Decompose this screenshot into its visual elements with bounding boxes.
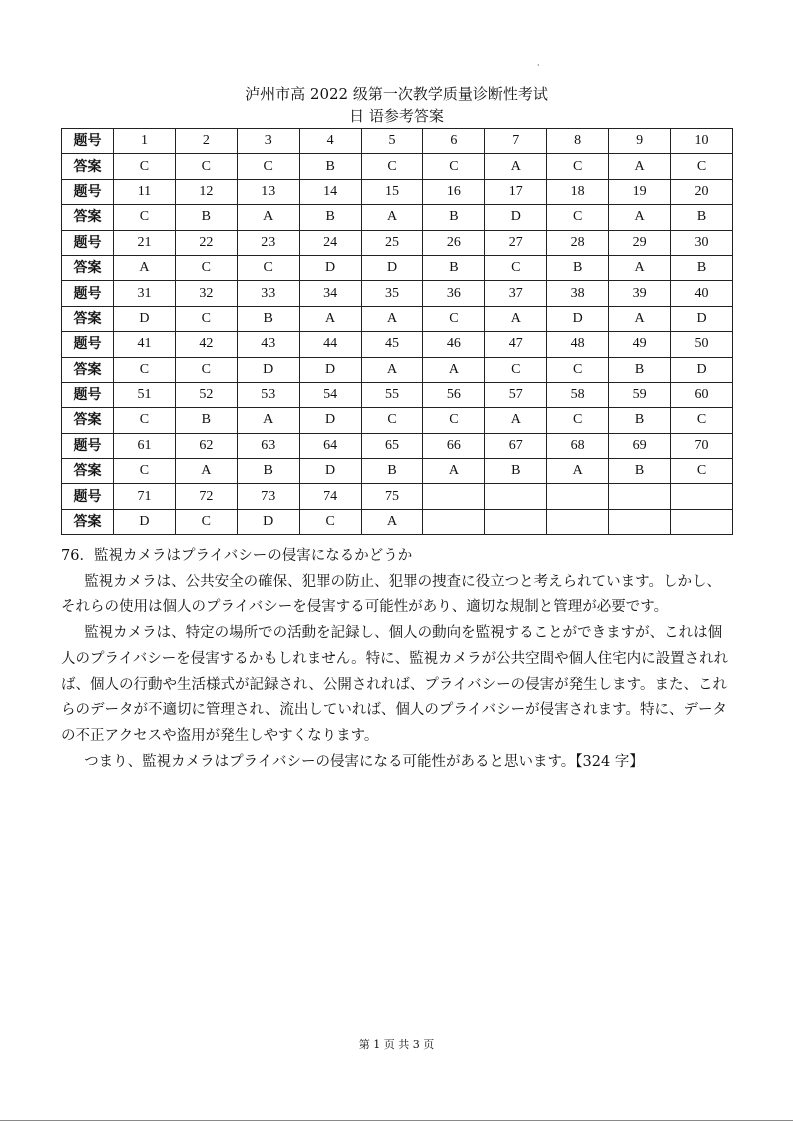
question-number-cell: 61 xyxy=(114,433,176,458)
question-number-cell: 31 xyxy=(114,281,176,306)
question-number-row xyxy=(62,382,733,407)
answer-cell: D xyxy=(547,306,609,331)
answer-cell: A xyxy=(423,459,485,484)
answer-cell: B xyxy=(547,255,609,280)
answer-cell: C xyxy=(237,255,299,280)
question-number-cell: 38 xyxy=(547,281,609,306)
answer-cell: C xyxy=(547,205,609,230)
answer-row xyxy=(62,306,733,331)
answer-table xyxy=(61,128,733,535)
question-number-cell xyxy=(609,484,671,509)
question-number-cell: 20 xyxy=(671,179,733,204)
answer-cell: A xyxy=(609,255,671,280)
answer-cell: C xyxy=(671,408,733,433)
answer-cell: C xyxy=(237,154,299,179)
answer-cell: C xyxy=(114,459,176,484)
stray-dot: · xyxy=(537,61,540,70)
question-number-row xyxy=(62,484,733,509)
question-number-cell: 28 xyxy=(547,230,609,255)
question-number-cell: 49 xyxy=(609,332,671,357)
answer-cell: C xyxy=(114,357,176,382)
question-number-cell: 73 xyxy=(237,484,299,509)
question-number-cell: 54 xyxy=(299,382,361,407)
answer-row xyxy=(62,205,733,230)
question-number-cell: 45 xyxy=(361,332,423,357)
answer-cell: C xyxy=(485,255,547,280)
question-number-cell: 5 xyxy=(361,129,423,154)
answer-cell: A xyxy=(609,205,671,230)
question-number-cell: 35 xyxy=(361,281,423,306)
question-number-cell: 41 xyxy=(114,332,176,357)
question-number-cell: 11 xyxy=(114,179,176,204)
answer-cell: A xyxy=(237,205,299,230)
essay-paragraph: 監視カメラは、公共安全の確保、犯罪の防止、犯罪の捜査に役立つと考えられています。しかし、それらの使用は個人のプライバシーを侵害する可能性があり、適切な規制と管理が必要です。 xyxy=(61,573,722,616)
question-number-cell: 1 xyxy=(114,129,176,154)
answer-cell: A xyxy=(485,408,547,433)
answer-cell: A xyxy=(361,509,423,534)
question-number-cell: 17 xyxy=(485,179,547,204)
answer-cell: C xyxy=(671,154,733,179)
question-number-row xyxy=(62,433,733,458)
question-number-row xyxy=(62,332,733,357)
question-number-cell: 30 xyxy=(671,230,733,255)
answer-cell: D xyxy=(299,357,361,382)
page-bottom-rule xyxy=(0,1120,793,1121)
answer-cell: A xyxy=(361,306,423,331)
answer-cell: B xyxy=(299,205,361,230)
answer-cell: C xyxy=(671,459,733,484)
answer-cell: B xyxy=(671,255,733,280)
answer-label-cell: 答案 xyxy=(62,154,114,179)
answer-label-cell: 答案 xyxy=(62,408,114,433)
answer-cell: C xyxy=(175,509,237,534)
question-label-cell: 题号 xyxy=(62,382,114,407)
question-number-cell xyxy=(547,484,609,509)
answer-cell: A xyxy=(609,154,671,179)
answer-label-cell: 答案 xyxy=(62,205,114,230)
answer-cell: D xyxy=(237,357,299,382)
question-number-cell: 63 xyxy=(237,433,299,458)
question-number-cell: 29 xyxy=(609,230,671,255)
question-number-cell: 3 xyxy=(237,129,299,154)
question-number-cell: 43 xyxy=(237,332,299,357)
answer-cell: D xyxy=(237,509,299,534)
question-number-cell: 32 xyxy=(175,281,237,306)
question-number-cell: 16 xyxy=(423,179,485,204)
answer-cell: D xyxy=(114,509,176,534)
answer-cell: C xyxy=(114,154,176,179)
answer-cell: C xyxy=(299,509,361,534)
question-number-cell: 71 xyxy=(114,484,176,509)
question-number-cell: 70 xyxy=(671,433,733,458)
answer-cell: D xyxy=(361,255,423,280)
answer-row xyxy=(62,459,733,484)
question-number-cell: 23 xyxy=(237,230,299,255)
answer-cell: A xyxy=(299,306,361,331)
question-number-cell: 39 xyxy=(609,281,671,306)
answer-cell: B xyxy=(609,459,671,484)
answer-cell: C xyxy=(175,357,237,382)
question-number-cell xyxy=(485,484,547,509)
answer-cell: C xyxy=(547,154,609,179)
answer-cell xyxy=(547,509,609,534)
page-title: 泸州市高 2022 级第一次教学质量诊断性考试 xyxy=(245,85,548,103)
question-number-cell: 59 xyxy=(609,382,671,407)
question-number-cell: 26 xyxy=(423,230,485,255)
answer-cell: C xyxy=(361,154,423,179)
question-number-cell: 72 xyxy=(175,484,237,509)
question-number-cell: 51 xyxy=(114,382,176,407)
essay-paragraph: つまり、監視カメラはプライバシーの侵害になる可能性があると思います。【324 字】 xyxy=(84,753,644,770)
answer-cell: C xyxy=(114,205,176,230)
question-number-cell: 10 xyxy=(671,129,733,154)
question-number-cell: 33 xyxy=(237,281,299,306)
answer-cell: D xyxy=(299,255,361,280)
question-label-cell: 题号 xyxy=(62,179,114,204)
essay-section xyxy=(61,544,731,775)
answer-cell: A xyxy=(485,306,547,331)
question-number-cell: 69 xyxy=(609,433,671,458)
question-number-cell: 22 xyxy=(175,230,237,255)
question-number-cell: 4 xyxy=(299,129,361,154)
answer-cell: B xyxy=(361,459,423,484)
question-number-cell: 42 xyxy=(175,332,237,357)
answer-row xyxy=(62,509,733,534)
question-number-cell: 65 xyxy=(361,433,423,458)
question-number-cell: 18 xyxy=(547,179,609,204)
question-number-cell: 36 xyxy=(423,281,485,306)
answer-label-cell: 答案 xyxy=(62,357,114,382)
question-number-cell: 75 xyxy=(361,484,423,509)
question-number-cell: 46 xyxy=(423,332,485,357)
answer-cell: C xyxy=(547,357,609,382)
answer-cell: B xyxy=(609,408,671,433)
question-number-cell: 64 xyxy=(299,433,361,458)
answer-cell: C xyxy=(423,306,485,331)
question-number-cell: 37 xyxy=(485,281,547,306)
essay-heading: 76．監視カメラはプライバシーの侵害になるかどうか xyxy=(61,548,413,564)
answer-cell: B xyxy=(485,459,547,484)
answer-cell: B xyxy=(175,205,237,230)
answer-cell: C xyxy=(114,408,176,433)
question-number-cell: 55 xyxy=(361,382,423,407)
answer-cell xyxy=(485,509,547,534)
question-number-cell: 50 xyxy=(671,332,733,357)
question-number-cell: 53 xyxy=(237,382,299,407)
question-number-cell: 12 xyxy=(175,179,237,204)
question-number-cell: 57 xyxy=(485,382,547,407)
answer-cell: A xyxy=(237,408,299,433)
answer-cell xyxy=(609,509,671,534)
question-number-row xyxy=(62,129,733,154)
question-number-cell: 19 xyxy=(609,179,671,204)
answer-cell: C xyxy=(175,255,237,280)
answer-cell: D xyxy=(671,357,733,382)
essay-paragraph: 監視カメラは、特定の場所での活動を記録し、個人の動向を監視することができますが、これは個人のプライバシーを侵害するかもしれません。特に、監視カメラが公共空間や個人住宅内に設置されれば、個人の行動や生活様式が記録され、公開されれば、プライバシーの侵害が発生します。また、これらのデータが不適切に管理され、流出していれば、個人のプライバシーが侵害されます。特に、データの不正アクセスや盗用が発生しやすくなります。 xyxy=(61,625,729,744)
answer-cell: C xyxy=(423,408,485,433)
answer-cell: C xyxy=(175,154,237,179)
answer-cell: A xyxy=(485,154,547,179)
question-label-cell: 题号 xyxy=(62,281,114,306)
question-number-cell: 74 xyxy=(299,484,361,509)
question-number-cell: 9 xyxy=(609,129,671,154)
question-number-cell: 60 xyxy=(671,382,733,407)
question-number-cell: 48 xyxy=(547,332,609,357)
page-subtitle: 日 语参考答案 xyxy=(349,107,444,125)
answer-row xyxy=(62,255,733,280)
answer-label-cell: 答案 xyxy=(62,255,114,280)
answer-cell: C xyxy=(175,306,237,331)
question-number-cell: 66 xyxy=(423,433,485,458)
question-label-cell: 题号 xyxy=(62,433,114,458)
question-label-cell: 题号 xyxy=(62,484,114,509)
answer-cell: A xyxy=(423,357,485,382)
answer-cell: B xyxy=(237,306,299,331)
question-number-cell: 62 xyxy=(175,433,237,458)
question-number-cell: 8 xyxy=(547,129,609,154)
answer-cell: B xyxy=(671,205,733,230)
answer-label-cell: 答案 xyxy=(62,306,114,331)
question-number-cell: 34 xyxy=(299,281,361,306)
answer-row xyxy=(62,408,733,433)
answer-cell: A xyxy=(547,459,609,484)
answer-cell: D xyxy=(299,459,361,484)
answer-label-cell: 答案 xyxy=(62,459,114,484)
answer-cell: C xyxy=(485,357,547,382)
answer-cell: A xyxy=(361,205,423,230)
answer-cell: B xyxy=(237,459,299,484)
answer-cell: B xyxy=(609,357,671,382)
answer-cell: C xyxy=(423,154,485,179)
question-number-cell: 15 xyxy=(361,179,423,204)
question-number-row xyxy=(62,230,733,255)
question-number-cell: 47 xyxy=(485,332,547,357)
answer-row xyxy=(62,357,733,382)
question-number-cell: 58 xyxy=(547,382,609,407)
answer-cell: B xyxy=(423,255,485,280)
answer-cell: B xyxy=(175,408,237,433)
answer-cell: A xyxy=(175,459,237,484)
answer-cell: B xyxy=(299,154,361,179)
answer-cell xyxy=(423,509,485,534)
answer-cell: B xyxy=(423,205,485,230)
answer-cell: A xyxy=(361,357,423,382)
question-number-row xyxy=(62,281,733,306)
question-label-cell: 题号 xyxy=(62,230,114,255)
question-number-cell: 44 xyxy=(299,332,361,357)
page-footer: 第 1 页 共 3 页 xyxy=(358,1038,435,1051)
answer-cell: D xyxy=(671,306,733,331)
answer-cell: D xyxy=(299,408,361,433)
answer-cell xyxy=(671,509,733,534)
question-number-cell: 14 xyxy=(299,179,361,204)
question-number-cell: 52 xyxy=(175,382,237,407)
answer-cell: C xyxy=(361,408,423,433)
question-label-cell: 题号 xyxy=(62,332,114,357)
question-number-cell xyxy=(423,484,485,509)
question-number-cell: 21 xyxy=(114,230,176,255)
question-number-cell: 7 xyxy=(485,129,547,154)
question-number-row xyxy=(62,179,733,204)
question-number-cell: 24 xyxy=(299,230,361,255)
answer-cell: A xyxy=(609,306,671,331)
question-number-cell: 25 xyxy=(361,230,423,255)
question-number-cell: 67 xyxy=(485,433,547,458)
question-label-cell: 题号 xyxy=(62,129,114,154)
answer-cell: D xyxy=(485,205,547,230)
answer-cell: A xyxy=(114,255,176,280)
question-number-cell: 27 xyxy=(485,230,547,255)
question-number-cell: 56 xyxy=(423,382,485,407)
question-number-cell: 40 xyxy=(671,281,733,306)
question-number-cell xyxy=(671,484,733,509)
answer-cell: D xyxy=(114,306,176,331)
question-number-cell: 6 xyxy=(423,129,485,154)
answer-label-cell: 答案 xyxy=(62,509,114,534)
question-number-cell: 2 xyxy=(175,129,237,154)
answer-row xyxy=(62,154,733,179)
question-number-cell: 13 xyxy=(237,179,299,204)
answer-cell: C xyxy=(547,408,609,433)
question-number-cell: 68 xyxy=(547,433,609,458)
